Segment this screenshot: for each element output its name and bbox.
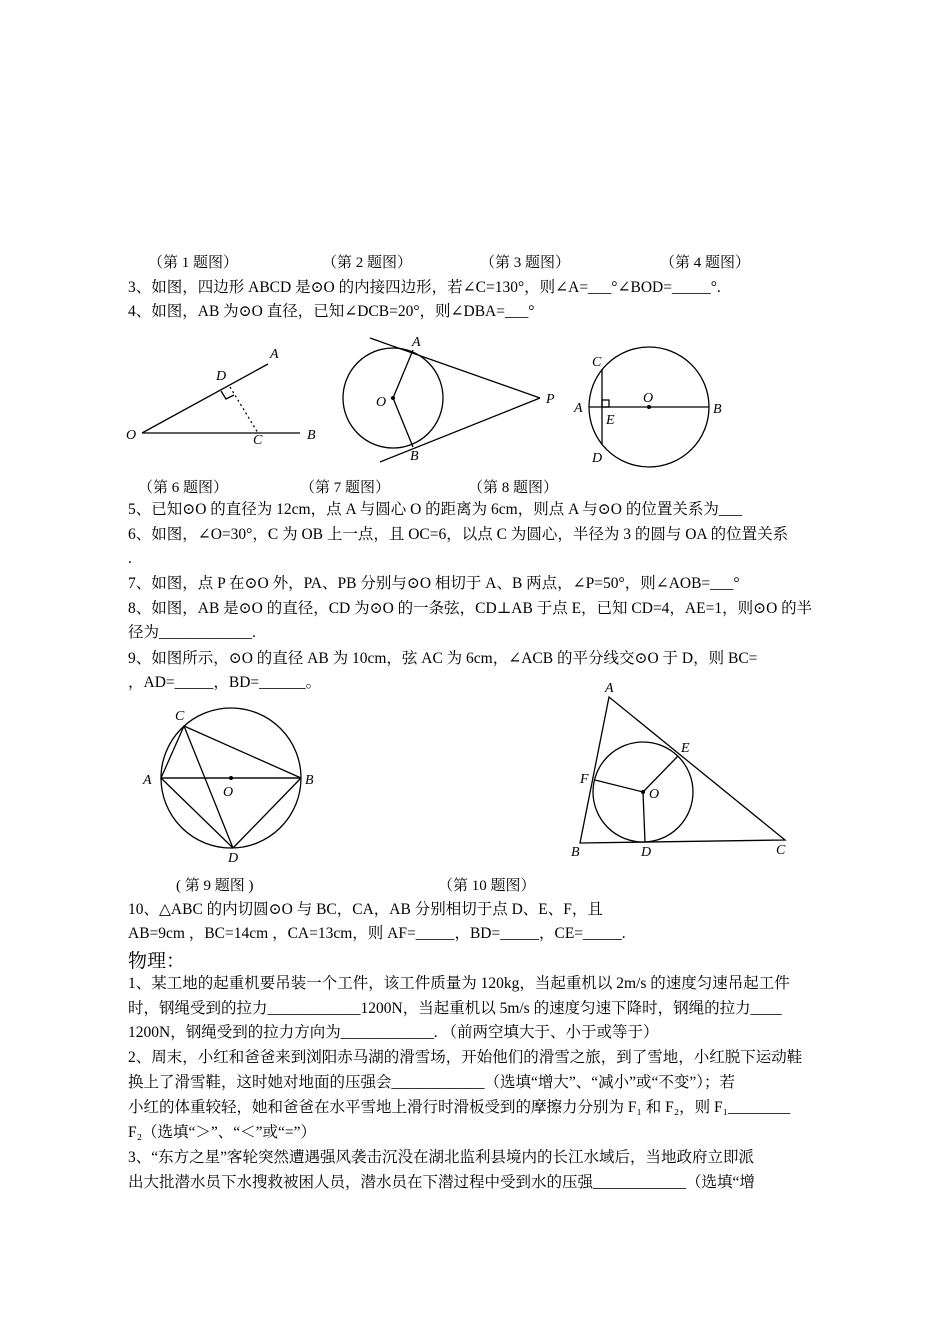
- fig10-label-f: F: [580, 772, 589, 787]
- question-6-end: .: [128, 550, 132, 567]
- fig7-label-o: O: [376, 395, 387, 410]
- caption-fig8: （第 8 题图）: [468, 480, 559, 496]
- caption-fig7: （第 7 题图）: [300, 480, 391, 496]
- fig7-center-dot: [391, 396, 395, 400]
- fig8-right-angle-mark: [602, 400, 609, 407]
- question-5: 5、已知⊙O 的直径为 12cm，点 A 与圆心 O 的距离为 6cm，则点 A 与⊙O 的位置关系为___: [128, 501, 743, 518]
- fig10-center-dot: [641, 790, 645, 794]
- figure-10: [565, 680, 795, 860]
- question-10-cont: AB=9cm ，BC=14cm ，CA=13cm，则 AF=_____，BD=_____，CE=_____.: [128, 925, 626, 942]
- fig7-radius-oa: [393, 350, 413, 398]
- fig10-label-o: O: [649, 787, 660, 802]
- caption-fig4: （第 4 题图）: [660, 255, 751, 271]
- physics-q2-line3: 小红的体重较轻，她和爸爸在水平雪地上滑行时滑板受到的摩擦力分别为 F₁ 和 F₂，则 F₁________: [128, 1099, 791, 1116]
- fig9-triangle-acb: [161, 726, 301, 778]
- fig10-label-d: D: [641, 845, 652, 860]
- caption-fig2: （第 2 题图）: [322, 255, 413, 271]
- question-9-cont: ，AD=_____，BD=______。: [128, 674, 322, 691]
- question-6: 6、如图，∠O=30°，C 为 OB 上一点，且 OC=6，以点 C 为圆心，半径为 3 的圆与 OA 的位置关系: [128, 526, 789, 543]
- physics-heading: 物理：: [128, 951, 186, 972]
- fig9-label-b: B: [305, 773, 314, 788]
- physics-q2-line2: 换上了滑雪鞋，这时她对地面的压强会____________（选填“增大”、“减小”或“不变”）；若: [128, 1074, 736, 1091]
- fig8-label-b: B: [713, 402, 722, 417]
- figure-6: [120, 340, 330, 450]
- physics-q3-line1: 3、“东方之星”客轮突然遭遇强风袭击沉没在湖北监利县境内的长江水域后，当地政府立即派: [128, 1149, 755, 1166]
- caption-fig1: （第 1 题图）: [148, 255, 239, 271]
- fig8-label-o: O: [643, 391, 654, 406]
- question-3: 3、如图，四边形 ABCD 是⊙O 的内接四边形，若∠C=130°，则∠A=___°∠BOD=_____°.: [128, 279, 721, 296]
- fig6-label-b: B: [307, 428, 316, 443]
- question-8-cont: 径为____________.: [128, 624, 256, 641]
- question-7: 7、如图，点 P 在⊙O 外，PA、PB 分别与⊙O 相切于 A、B 两点，∠P=50°，则∠AOB=___°: [128, 575, 740, 592]
- question-8: 8、如图，AB 是⊙O 的直径，CD 为⊙O 的一条弦，CD⊥AB 于点 E，已知 CD=4，AE=1，则⊙O 的半: [128, 600, 813, 617]
- fig9-label-a: A: [143, 773, 152, 788]
- fig8-label-e: E: [606, 413, 615, 428]
- caption-fig10: （第 10 题图）: [438, 878, 536, 894]
- fig6-perpendicular-dc: [230, 387, 258, 433]
- caption-fig6: （第 6 题图）: [138, 480, 229, 496]
- question-4: 4、如图，AB 为⊙O 直径，已知∠DCB=20°，则∠DBA=___°: [128, 303, 535, 320]
- fig8-label-d: D: [592, 451, 603, 466]
- fig7-label-b: B: [410, 449, 419, 464]
- fig10-label-c: C: [776, 843, 786, 858]
- fig10-label-a: A: [605, 681, 614, 696]
- fig7-tangent-pa: [370, 338, 540, 398]
- physics-q1-line3: 1200N，钢绳受到的拉力方向为____________. （前两空填大于、小于或等于）: [128, 1024, 659, 1041]
- fig6-label-o: O: [126, 428, 137, 443]
- fig7-radius-ob: [393, 398, 413, 447]
- fig8-label-c: C: [592, 355, 602, 370]
- physics-q3-line2: 出大批潜水员下水搜救被困人员，潜水员在下潜过程中受到水的压强____________（选填“增: [128, 1174, 755, 1191]
- fig6-label-c: C: [253, 433, 263, 448]
- physics-q2-line4: F₂（选填“＞”、“＜”或“=”）: [128, 1124, 317, 1141]
- fig6-right-angle-mark: [221, 391, 234, 399]
- fig9-label-c: C: [175, 709, 185, 724]
- physics-q2-line1: 2、周末，小红和爸爸来到浏阳赤马湖的滑雪场，开始他们的滑雪之旅，到了雪地，小红脱下运动鞋: [128, 1049, 803, 1066]
- question-9: 9、如图所示，⊙O 的直径 AB 为 10cm，弦 AC 为 6cm，∠ACB 的平分线交⊙O 于 D，则 BC=: [128, 650, 758, 667]
- physics-q1-line1: 1、某工地的起重机要吊装一个工件，该工件质量为 120kg，当起重机以 2m/s 的速度匀速吊起工件: [128, 975, 790, 992]
- fig10-radius-of: [595, 780, 643, 792]
- fig10-triangle-abc: [580, 697, 785, 843]
- fig6-label-d: D: [216, 369, 227, 384]
- fig10-label-b: B: [571, 845, 580, 860]
- figure-7: [330, 330, 570, 470]
- fig7-label-p: P: [546, 392, 555, 407]
- fig9-label-d: D: [228, 851, 239, 866]
- fig9-center-dot: [229, 776, 233, 780]
- fig10-radius-od: [643, 792, 645, 842]
- physics-q1-line2: 时，钢绳受到的拉力____________1200N，当起重机以 5m/s 的速度匀速下降时，钢绳的拉力____: [128, 1000, 782, 1017]
- fig6-ray-oa: [142, 364, 268, 433]
- fig8-label-a: A: [574, 401, 583, 416]
- fig7-tangent-pb: [380, 398, 540, 462]
- figure-9: [135, 700, 325, 870]
- fig10-label-e: E: [681, 741, 690, 756]
- fig9-label-o: O: [223, 785, 234, 800]
- caption-fig9: ( 第 9 题图 ): [176, 878, 254, 894]
- caption-fig3: （第 3 题图）: [480, 255, 571, 271]
- figure-8: [566, 340, 736, 470]
- fig7-label-a: A: [412, 335, 421, 350]
- fig6-label-a: A: [270, 347, 279, 362]
- question-10: 10、△ABC 的内切圆⊙O 与 BC，CA，AB 分别相切于点 D、E、F，且: [128, 901, 603, 918]
